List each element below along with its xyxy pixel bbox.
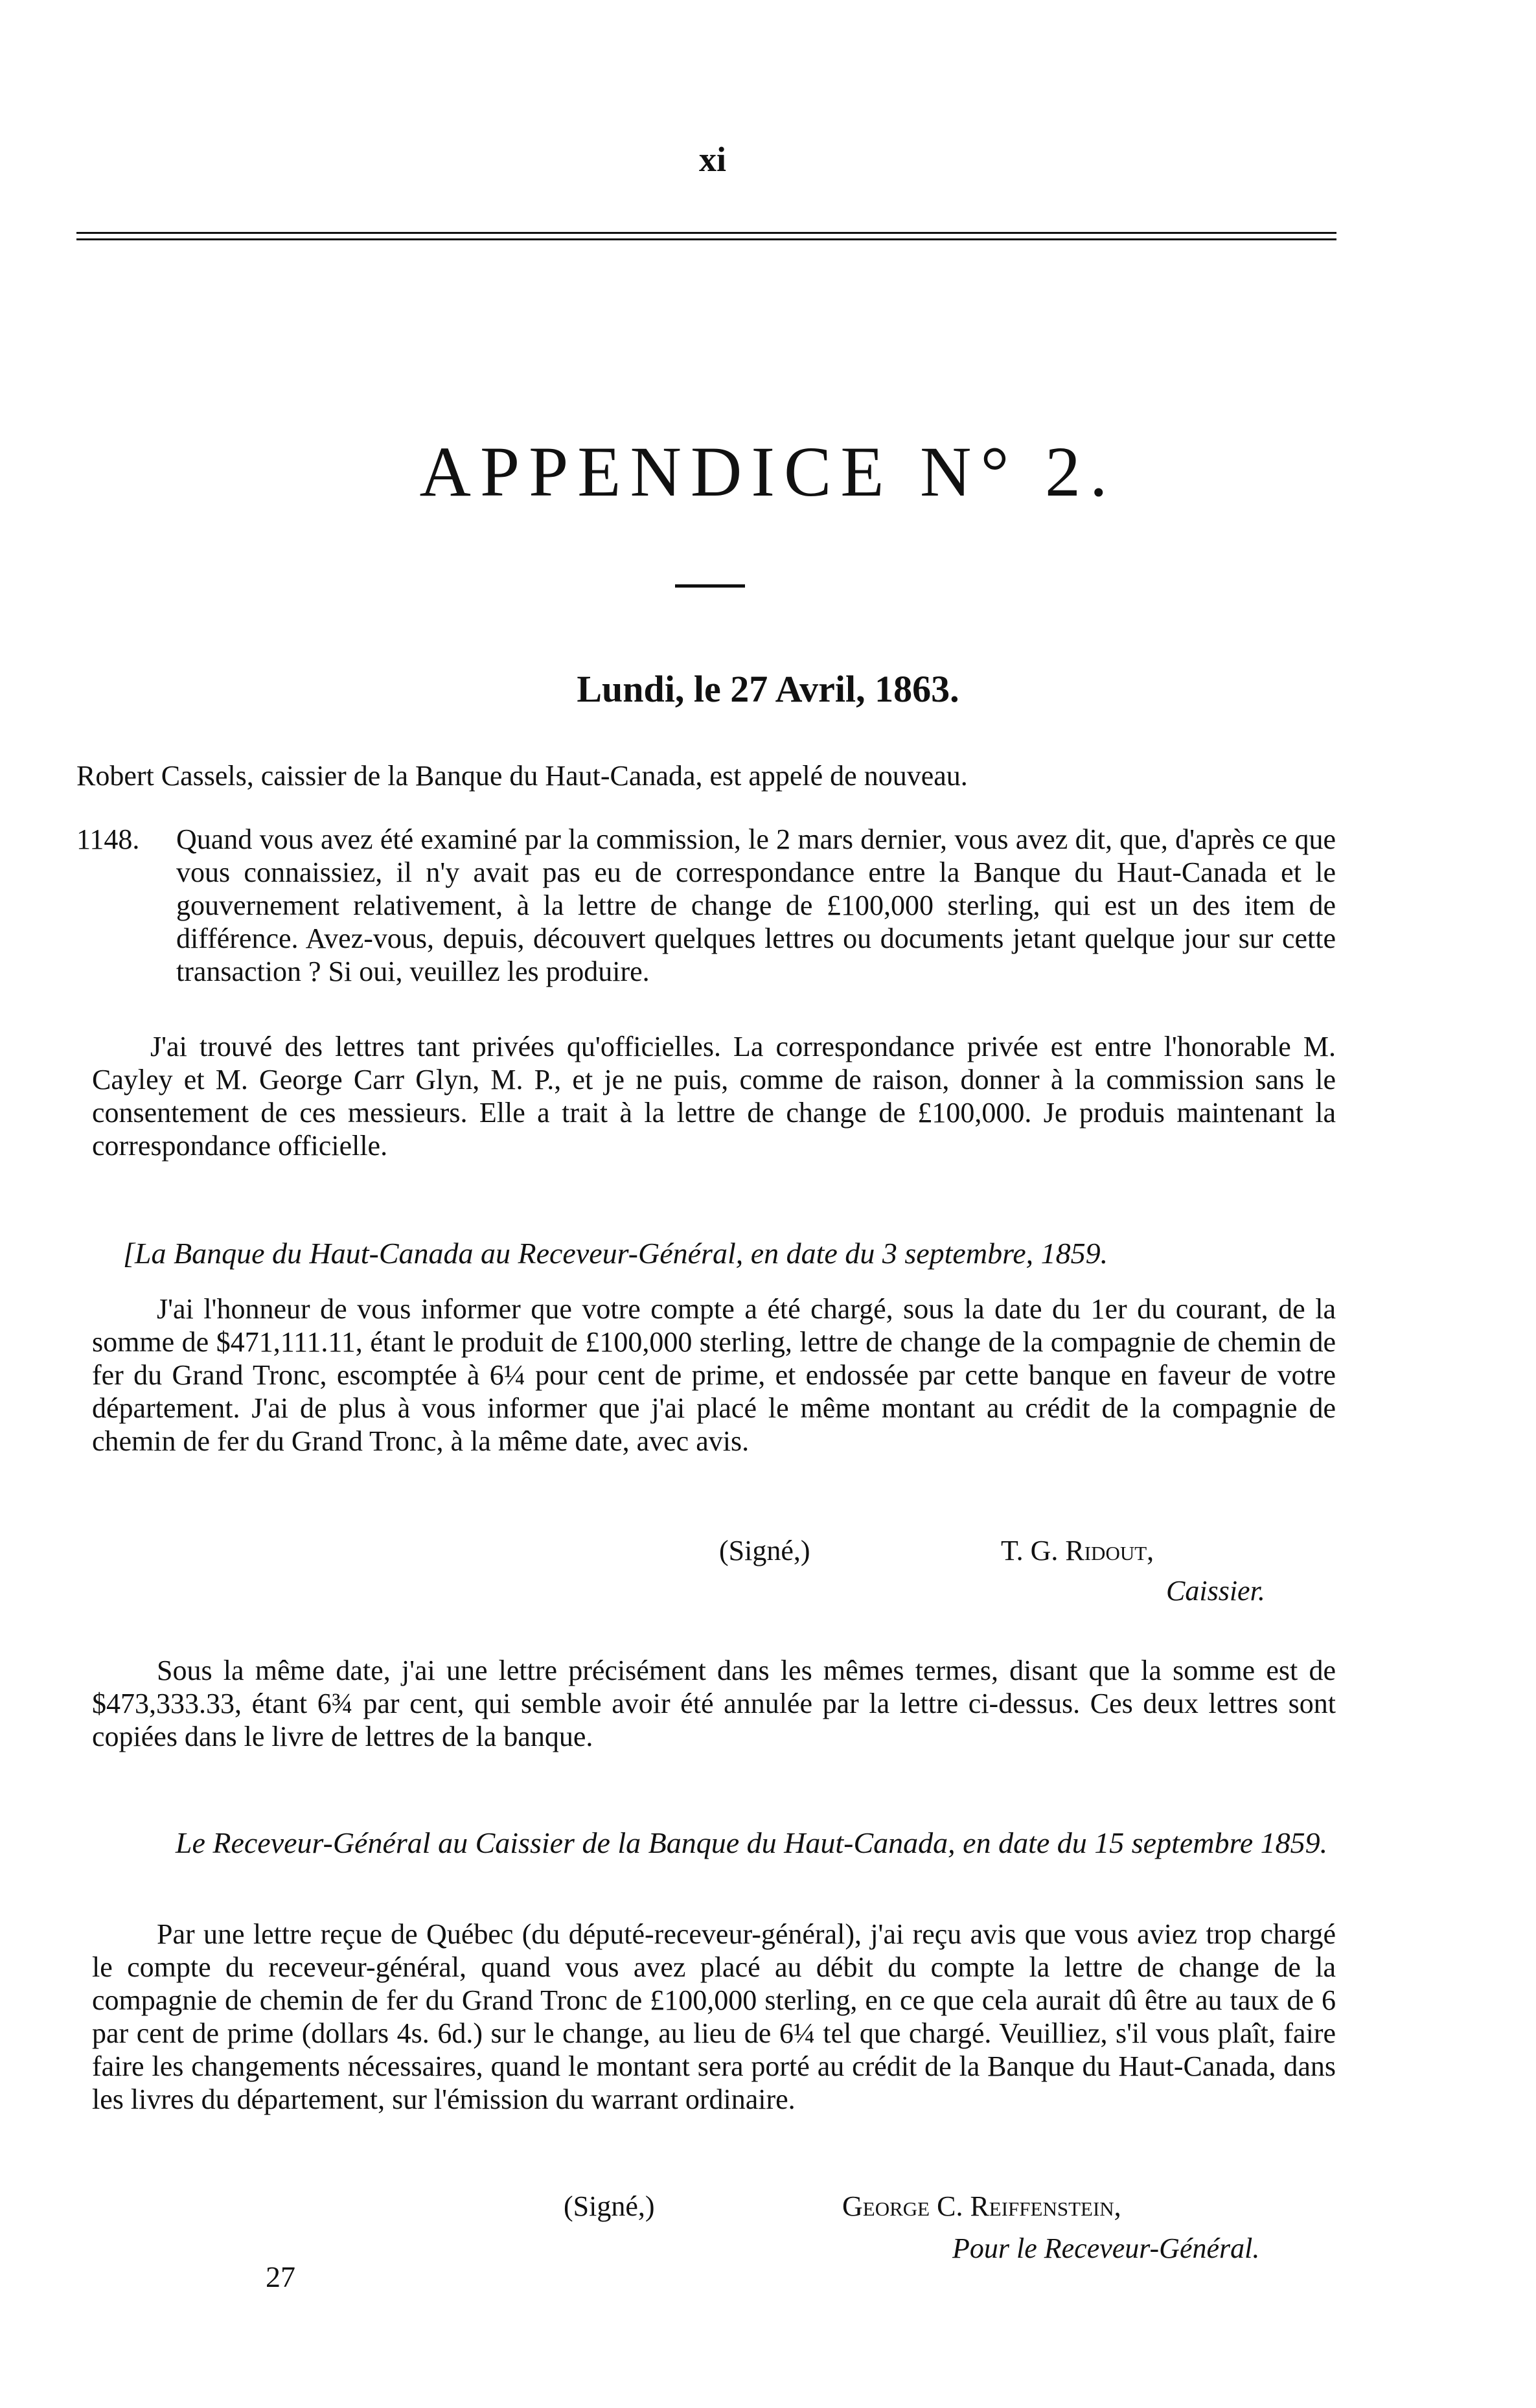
intro-paragraph: Robert Cassels, caissier de la Banque du Haut-Canada, est appelé de nouveau. (76, 760, 968, 792)
letter2-signatory: George C. Reiffenstein, (842, 2190, 1121, 2222)
footer-number: 27 (266, 2260, 295, 2293)
date-heading: Lundi, le 27 Avril, 1863. (577, 668, 959, 710)
question-number: 1148. (76, 823, 140, 855)
letter1-signatory: T. G. Ridout, (1001, 1535, 1154, 1566)
top-rule (76, 232, 1336, 234)
answer-text: J'ai trouvé des lettres tant privées qu'officielles. La correspondance privée est entre l'honorable M. Cayley et M. George Carr Glyn, M. P., et je ne puis, comme de raison, donner à la commission sans le consentement de ces messieurs. Elle a trait à la lettre de change de £100,000. Je produis maintenant la correspondance officielle. (92, 1031, 1336, 1162)
letter2-signatory-title: Pour le Receveur-Général. (952, 2232, 1260, 2264)
top-rule-second (76, 238, 1336, 240)
letter1-signatory-title: Caissier. (1166, 1575, 1265, 1607)
letter1-body: J'ai l'honneur de vous informer que votre compte a été chargé, sous la date du 1er du courant, de la somme de $471,111.11, étant le produit de £100,000 sterling, lettre de change de la compagnie de chemin de fer du Grand Tronc, escomptée à 6¼ pour cent de prime, et endossée par cette banque en faveur de votre département. J'ai de plus à vous informer que j'ai placé le même montant au crédit de la compagnie de chemin de fer du Grand Tronc, à la même date, avec avis. (92, 1293, 1336, 1457)
page-number: xi (698, 140, 726, 179)
question-text: Quand vous avez été examiné par la commission, le 2 mars dernier, vous avez dit, que, d'après ce que vous connaissiez, il n'y avait pas eu de correspondance entre la Banque du Haut-Canada et le gouvernement relativement, à la lettre de change de £100,000 sterling, qui est un des item de différence. Avez-vous, depuis, découvert quelques lettres ou documents jetant quelque jour sur cette transaction ? Si oui, veuillez les produire. (176, 823, 1336, 987)
appendix-title: APPENDICE N° 2. (419, 432, 1117, 511)
letter1-signed: (Signé,) (719, 1535, 810, 1566)
title-divider (675, 584, 745, 588)
letter2-body: Par une lettre reçue de Québec (du député-receveur-général), j'ai reçu avis que vous aviez trop chargé le compte du receveur-général, quand vous avez placé au débit du compte la lettre de change de la compagnie de chemin de fer du Grand Tronc de £100,000 sterling, en ce que cela aurait dû être au taux de 6 par cent de prime (dollars 4s. 6d.) sur le change, au lieu de 6¼ tel que chargé. Veuilliez, s'il vous plaît, faire faire les changements nécessaires, quand le montant sera porté au crédit de la Banque du Haut-Canada, dans les livres du département, sur l'émission du warrant ordinaire. (92, 1918, 1336, 2115)
letter2-signed: (Signé,) (564, 2190, 655, 2222)
followup-paragraph: Sous la même date, j'ai une lettre précisément dans les mêmes termes, disant que la somme est de $473,333.33, étant 6¾ par cent, qui semble avoir été annulée par la lettre ci-dessus. Ces deux lettres sont copiées dans le livre de lettres de la banque. (92, 1655, 1336, 1752)
letter1-heading: [La Banque du Haut-Canada au Receveur-Général, en date du 3 septembre, 1859. (123, 1237, 1108, 1270)
letter2-heading: Le Receveur-Général au Caissier de la Banque du Haut-Canada, en date du 15 septembre 1859. (175, 1826, 1328, 1859)
